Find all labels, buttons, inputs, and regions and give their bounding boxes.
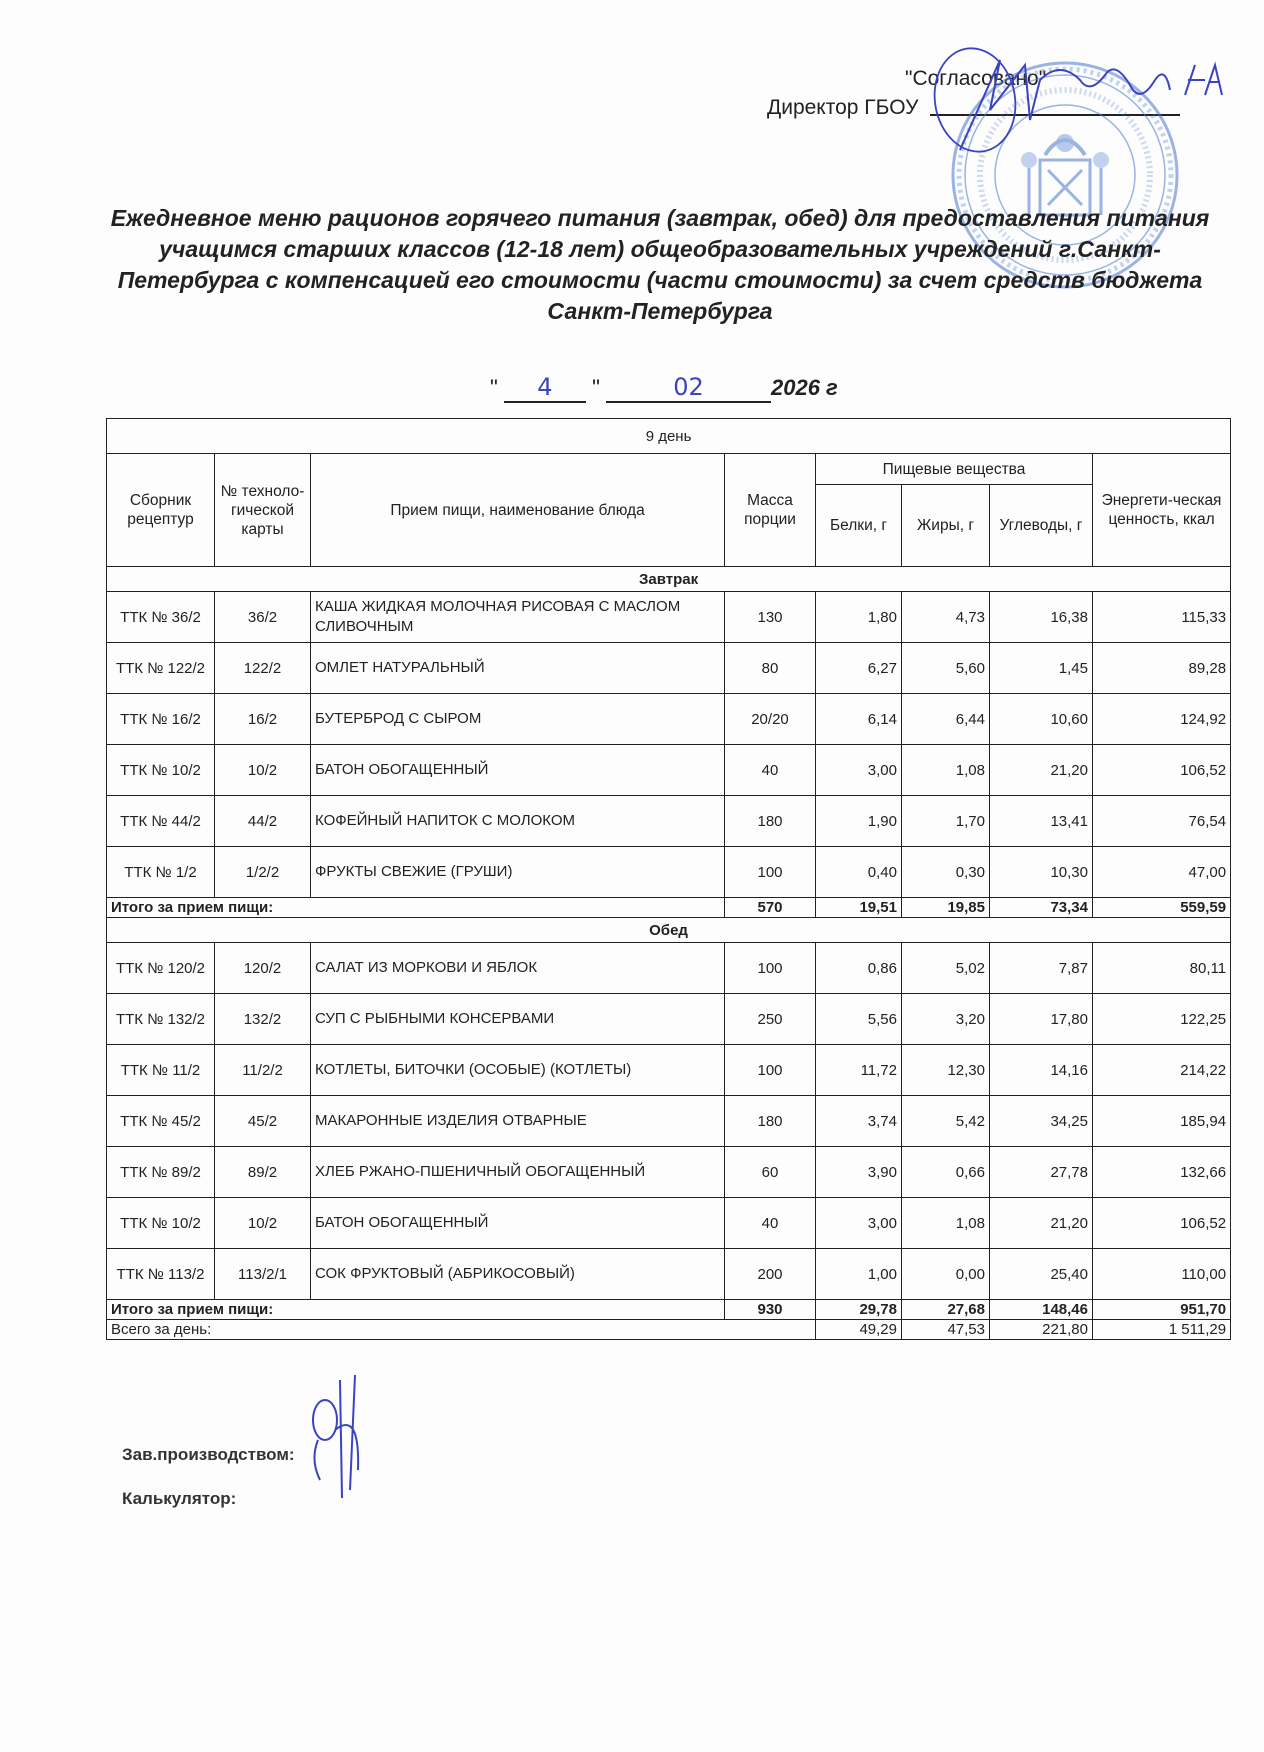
portion-mass-cell: 100 <box>725 1045 816 1096</box>
date-month-field[interactable]: 02 <box>606 373 771 403</box>
date-row <box>490 373 838 403</box>
carbs-cell: 21,20 <box>990 1198 1093 1249</box>
energy-cell: 47,00 <box>1093 847 1231 898</box>
tech-card-cell: 44/2 <box>215 796 311 847</box>
dish-row <box>107 943 1231 994</box>
header-energy: Энергети-ческая ценность, ккал <box>1093 454 1231 567</box>
protein-cell: 3,74 <box>816 1096 902 1147</box>
dish-row <box>107 694 1231 745</box>
recipe-collection-cell: ТТК № 132/2 <box>107 994 215 1045</box>
energy-cell: 185,94 <box>1093 1096 1231 1147</box>
carbs-cell: 21,20 <box>990 745 1093 796</box>
energy-cell: 124,92 <box>1093 694 1231 745</box>
section-name: Обед <box>107 918 1231 943</box>
dish-name-cell: СОК ФРУКТОВЫЙ (АБРИКОСОВЫЙ) <box>311 1249 725 1300</box>
total-energy-cell: 951,70 <box>1093 1300 1231 1320</box>
dish-name-cell: САЛАТ ИЗ МОРКОВИ И ЯБЛОК <box>311 943 725 994</box>
portion-mass-cell: 60 <box>725 1147 816 1198</box>
column-header-row <box>107 454 1231 485</box>
recipe-collection-cell: ТТК № 11/2 <box>107 1045 215 1096</box>
dish-name-cell: МАКАРОННЫЕ ИЗДЕЛИЯ ОТВАРНЫЕ <box>311 1096 725 1147</box>
fat-cell: 5,60 <box>902 643 990 694</box>
portion-mass-cell: 40 <box>725 1198 816 1249</box>
recipe-collection-cell: ТТК № 1/2 <box>107 847 215 898</box>
tech-card-cell: 11/2/2 <box>215 1045 311 1096</box>
tech-card-cell: 120/2 <box>215 943 311 994</box>
tech-card-cell: 36/2 <box>215 592 311 643</box>
protein-cell: 6,14 <box>816 694 902 745</box>
tech-card-cell: 122/2 <box>215 643 311 694</box>
meal-total-row <box>107 1300 1231 1320</box>
recipe-collection-cell: ТТК № 113/2 <box>107 1249 215 1300</box>
protein-cell: 5,56 <box>816 994 902 1045</box>
carbs-cell: 17,80 <box>990 994 1093 1045</box>
recipe-collection-cell: ТТК № 44/2 <box>107 796 215 847</box>
director-label: Директор ГБОУ <box>767 96 919 119</box>
dish-row <box>107 1198 1231 1249</box>
portion-mass-cell: 200 <box>725 1249 816 1300</box>
portion-mass-cell: 40 <box>725 745 816 796</box>
protein-cell: 6,27 <box>816 643 902 694</box>
carbs-cell: 1,45 <box>990 643 1093 694</box>
header-fat: Жиры, г <box>902 485 990 567</box>
portion-mass-cell: 100 <box>725 943 816 994</box>
fat-cell: 0,66 <box>902 1147 990 1198</box>
tech-card-cell: 10/2 <box>215 1198 311 1249</box>
section-header-row <box>107 567 1231 592</box>
fat-cell: 6,44 <box>902 694 990 745</box>
carbs-cell: 10,60 <box>990 694 1093 745</box>
dish-name-cell: ХЛЕБ РЖАНО-ПШЕНИЧНЫЙ ОБОГАЩЕННЫЙ <box>311 1147 725 1198</box>
total-carbs-cell: 73,34 <box>990 898 1093 918</box>
dish-name-cell: ФРУКТЫ СВЕЖИЕ (ГРУШИ) <box>311 847 725 898</box>
day-total-energy-cell: 1 511,29 <box>1093 1320 1231 1340</box>
recipe-collection-cell: ТТК № 122/2 <box>107 643 215 694</box>
portion-mass-cell: 130 <box>725 592 816 643</box>
section-header-row <box>107 918 1231 943</box>
energy-cell: 76,54 <box>1093 796 1231 847</box>
tech-card-cell: 16/2 <box>215 694 311 745</box>
portion-mass-cell: 180 <box>725 796 816 847</box>
carbs-cell: 34,25 <box>990 1096 1093 1147</box>
energy-cell: 115,33 <box>1093 592 1231 643</box>
day-header-row <box>107 419 1231 454</box>
total-energy-cell: 559,59 <box>1093 898 1231 918</box>
header-tech-card: № техноло-гической карты <box>215 454 311 567</box>
carbs-cell: 16,38 <box>990 592 1093 643</box>
approval-label: "Согласовано" <box>905 67 1047 90</box>
protein-cell: 11,72 <box>816 1045 902 1096</box>
fat-cell: 4,73 <box>902 592 990 643</box>
portion-mass-cell: 80 <box>725 643 816 694</box>
recipe-collection-cell: ТТК № 10/2 <box>107 745 215 796</box>
protein-cell: 0,40 <box>816 847 902 898</box>
fat-cell: 0,00 <box>902 1249 990 1300</box>
fat-cell: 12,30 <box>902 1045 990 1096</box>
header-carbs: Углеводы, г <box>990 485 1093 567</box>
energy-cell: 110,00 <box>1093 1249 1231 1300</box>
dish-row <box>107 592 1231 643</box>
fat-cell: 1,70 <box>902 796 990 847</box>
header-protein: Белки, г <box>816 485 902 567</box>
tech-card-cell: 113/2/1 <box>215 1249 311 1300</box>
protein-cell: 1,80 <box>816 592 902 643</box>
tech-card-cell: 89/2 <box>215 1147 311 1198</box>
energy-cell: 80,11 <box>1093 943 1231 994</box>
recipe-collection-cell: ТТК № 36/2 <box>107 592 215 643</box>
tech-card-cell: 45/2 <box>215 1096 311 1147</box>
recipe-collection-cell: ТТК № 120/2 <box>107 943 215 994</box>
dish-row <box>107 1096 1231 1147</box>
protein-cell: 1,00 <box>816 1249 902 1300</box>
total-protein-cell: 29,78 <box>816 1300 902 1320</box>
energy-cell: 122,25 <box>1093 994 1231 1045</box>
recipe-collection-cell: ТТК № 10/2 <box>107 1198 215 1249</box>
meal-total-label: Итого за прием пищи: <box>107 898 725 918</box>
fat-cell: 1,08 <box>902 745 990 796</box>
fat-cell: 0,30 <box>902 847 990 898</box>
dish-name-cell: КОТЛЕТЫ, БИТОЧКИ (ОСОБЫЕ) (КОТЛЕТЫ) <box>311 1045 725 1096</box>
header-collection: Сборник рецептур <box>107 454 215 567</box>
energy-cell: 89,28 <box>1093 643 1231 694</box>
dish-name-cell: БАТОН ОБОГАЩЕННЫЙ <box>311 1198 725 1249</box>
protein-cell: 1,90 <box>816 796 902 847</box>
meal-total-label: Итого за прием пищи: <box>107 1300 725 1320</box>
document-title: Ежедневное меню рационов горячего питания (завтрак, обед) для предоставления питания учащимся старших классов (12-18 лет) общеобразовательных учреждений г.Санкт-Петербурга с компенсацией его стоимости (части стоимости) за счет средств бюджета Санкт-Петербурга <box>110 205 1210 324</box>
day-total-row <box>107 1320 1231 1340</box>
dish-row <box>107 1147 1231 1198</box>
recipe-collection-cell: ТТК № 45/2 <box>107 1096 215 1147</box>
director-signature-icon <box>930 40 1230 160</box>
energy-cell: 214,22 <box>1093 1045 1231 1096</box>
dish-row <box>107 643 1231 694</box>
dish-name-cell: БАТОН ОБОГАЩЕННЫЙ <box>311 745 725 796</box>
protein-cell: 3,00 <box>816 745 902 796</box>
fat-cell: 5,02 <box>902 943 990 994</box>
date-day-field[interactable]: 4 <box>504 373 586 403</box>
dish-row <box>107 847 1231 898</box>
total-fat-cell: 27,68 <box>902 1300 990 1320</box>
carbs-cell: 25,40 <box>990 1249 1093 1300</box>
carbs-cell: 27,78 <box>990 1147 1093 1198</box>
header-dish: Прием пищи, наименование блюда <box>311 454 725 567</box>
calculator-label: Калькулятор: <box>122 1489 237 1508</box>
recipe-collection-cell: ТТК № 16/2 <box>107 694 215 745</box>
date-close-quote: " <box>592 375 600 400</box>
section-name: Завтрак <box>107 567 1231 592</box>
dish-name-cell: КАША ЖИДКАЯ МОЛОЧНАЯ РИСОВАЯ С МАСЛОМ СЛИВОЧНЫМ <box>311 592 725 643</box>
protein-cell: 3,90 <box>816 1147 902 1198</box>
tech-card-cell: 1/2/2 <box>215 847 311 898</box>
tech-card-cell: 132/2 <box>215 994 311 1045</box>
total-protein-cell: 19,51 <box>816 898 902 918</box>
protein-cell: 0,86 <box>816 943 902 994</box>
total-fat-cell: 19,85 <box>902 898 990 918</box>
dish-row <box>107 994 1231 1045</box>
total-carbs-cell: 148,46 <box>990 1300 1093 1320</box>
energy-cell: 106,52 <box>1093 1198 1231 1249</box>
dish-name-cell: СУП С РЫБНЫМИ КОНСЕРВАМИ <box>311 994 725 1045</box>
dish-name-cell: БУТЕРБРОД С СЫРОМ <box>311 694 725 745</box>
production-head-label: Зав.производством: <box>122 1445 295 1464</box>
carbs-cell: 7,87 <box>990 943 1093 994</box>
meal-total-row <box>107 898 1231 918</box>
day-total-protein-cell: 49,29 <box>816 1320 902 1340</box>
menu-table <box>106 418 1231 1340</box>
energy-cell: 132,66 <box>1093 1147 1231 1198</box>
date-year: 2026 г <box>771 375 838 400</box>
dish-name-cell: КОФЕЙНЫЙ НАПИТОК С МОЛОКОМ <box>311 796 725 847</box>
fat-cell: 1,08 <box>902 1198 990 1249</box>
total-mass-cell: 570 <box>725 898 816 918</box>
day-total-fat-cell: 47,53 <box>902 1320 990 1340</box>
header-mass: Масса порции <box>725 454 816 567</box>
energy-cell: 106,52 <box>1093 745 1231 796</box>
fat-cell: 3,20 <box>902 994 990 1045</box>
dish-row <box>107 796 1231 847</box>
dish-row <box>107 1249 1231 1300</box>
portion-mass-cell: 100 <box>725 847 816 898</box>
total-mass-cell: 930 <box>725 1300 816 1320</box>
header-nutrients: Пищевые вещества <box>816 454 1093 485</box>
carbs-cell: 13,41 <box>990 796 1093 847</box>
portion-mass-cell: 180 <box>725 1096 816 1147</box>
carbs-cell: 14,16 <box>990 1045 1093 1096</box>
day-total-label: Всего за день: <box>107 1320 816 1340</box>
day-total-carbs-cell: 221,80 <box>990 1320 1093 1340</box>
tech-card-cell: 10/2 <box>215 745 311 796</box>
dish-row <box>107 745 1231 796</box>
portion-mass-cell: 20/20 <box>725 694 816 745</box>
protein-cell: 3,00 <box>816 1198 902 1249</box>
date-open-quote: " <box>490 375 498 400</box>
fat-cell: 5,42 <box>902 1096 990 1147</box>
carbs-cell: 10,30 <box>990 847 1093 898</box>
recipe-collection-cell: ТТК № 89/2 <box>107 1147 215 1198</box>
production-head-signature-icon <box>300 1370 390 1500</box>
portion-mass-cell: 250 <box>725 994 816 1045</box>
dish-row <box>107 1045 1231 1096</box>
dish-name-cell: ОМЛЕТ НАТУРАЛЬНЫЙ <box>311 643 725 694</box>
day-label: 9 день <box>107 419 1231 454</box>
